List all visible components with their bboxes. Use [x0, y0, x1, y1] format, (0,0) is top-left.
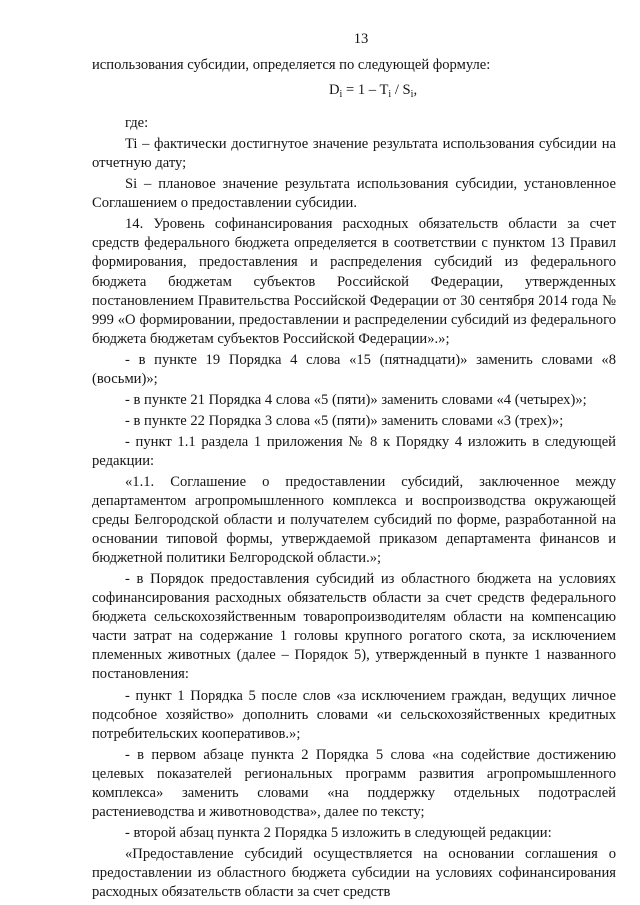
- paragraph-ti-definition: Ti – фактически достигнутое значение результата использования субсидии на отчетную дату;: [92, 136, 616, 172]
- paragraph-item-14: 14. Уровень софинансирования расходных обязательств области за счет средств федерального бюджета определяется в соответствии с пунктом 13 Правил формирования, предоставления и распределения субсидий из федерального бюджета бюджетам субъектов Российской Федерации, утвержденных постановлением Правительства Российской Федерации от 30 сентября 2014 года № 999 «О формировании, предоставлении и распределении субсидий из федерального бюджета бюджетам субъектов Российской Федерации».»;: [92, 216, 616, 347]
- formula-lhs-sub: i: [339, 89, 343, 101]
- document-page: [92, 30, 616, 902]
- formula-lhs: D: [329, 82, 340, 99]
- formula-t-sub: i: [388, 89, 392, 101]
- formula: [92, 81, 616, 104]
- intro-line: использования субсидии, определяется по следующей формуле:: [92, 57, 491, 74]
- paragraph-subsidy-provision: «Предоставление субсидий осуществляется на основании соглашения о предоставлении из областного бюджета субсидии на условиях софинансирования расходных обязательств области за счет средств: [92, 845, 616, 900]
- paragraph-amend-19: - в пункте 19 Порядка 4 слова «15 (пятнадцати)» заменить словами «8 (восьми)»;: [92, 351, 616, 387]
- formula-end: ,: [413, 82, 418, 99]
- paragraph-order-5-item-2-second: - второй абзац пункта 2 Порядка 5 изложить в следующей редакции:: [125, 824, 552, 841]
- paragraph-amend-1-1: - пункт 1.1 раздела 1 приложения № 8 к Порядку 4 изложить в следующей редакции:: [92, 433, 616, 469]
- paragraph-where: где:: [125, 115, 149, 132]
- paragraph-amend-22: - в пункте 22 Порядка 3 слова «5 (пяти)» заменить словами «3 (трех)»;: [125, 412, 564, 429]
- formula-s-sub: i: [410, 89, 414, 101]
- paragraph-order-5-item-2-first: - в первом абзаце пункта 2 Порядка 5 слова «на содействие достижению целевых показателей региональных программ развития агропромышленного комплекса» заменить словами «на поддержку отдельных подотраслей растениеводства и животноводства», далее по тексту;: [92, 746, 616, 820]
- formula-mid: = 1 – T: [342, 82, 389, 99]
- paragraph-amend-21: - в пункте 21 Порядка 4 слова «5 (пяти)» заменить словами «4 (четырех)»;: [125, 391, 587, 408]
- formula-slash: / S: [391, 82, 411, 99]
- paragraph-agreement-1-1: «1.1. Соглашение о предоставлении субсидий, заключенное между департаментом агропромышленного комплекса и воспроизводства окружающей среды Белгородской области и получателем субсидий по форме, разработанной на основании типовой формы, утверждаемой приказом департамента финансов и бюджетной политики Белгородской области.»;: [92, 473, 616, 567]
- paragraph-si-definition: Si – плановое значение результата использования субсидии, установленное Соглашением о предоставлении субсидии.: [92, 176, 616, 212]
- paragraph-order-5: - в Порядок предоставления субсидий из областного бюджета на условиях софинансирования расходных обязательств области за счет средств федерального бюджета сельскохозяйственным товаропроизводителям области на компенсацию части затрат на содержание 1 головы крупного рогатого скота, за исключением племенных животных (далее – Порядок 5), утвержденный в пункте 1 названного постановления:: [92, 571, 616, 683]
- paragraph-order-5-item-1: - пункт 1 Порядка 5 после слов «за исключением граждан, ведущих личное подсобное хозяйство» дополнить словами «и сельскохозяйственных кредитных потребительских кооперативов.»;: [92, 687, 616, 742]
- page-number: 13: [353, 31, 369, 47]
